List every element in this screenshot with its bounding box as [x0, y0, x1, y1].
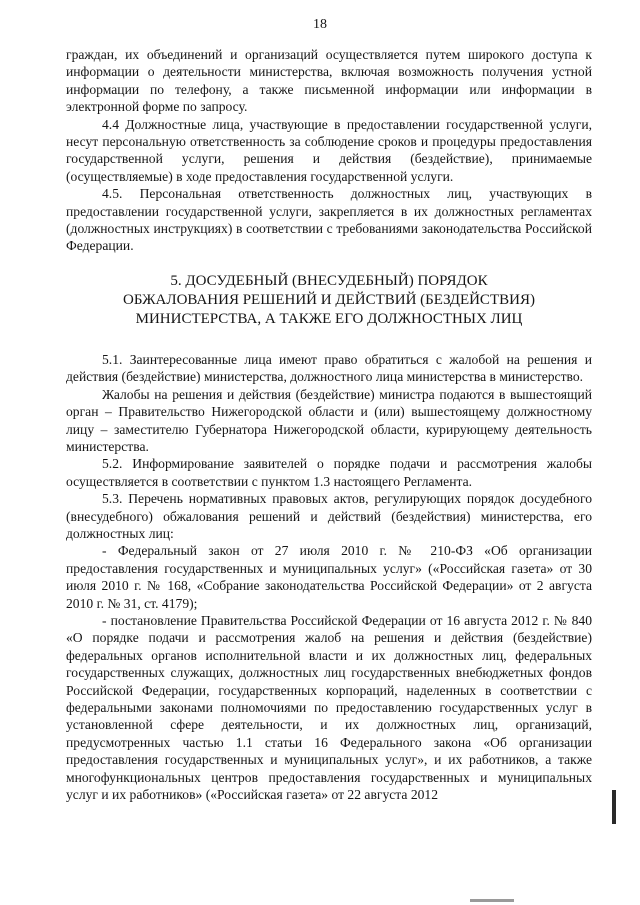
- paragraph: 5.3. Перечень нормативных правовых актов, регулирующих порядок досудебного (внесудебного) обжалования решений и действий (бездействия) министерства, его должностных лиц:: [66, 491, 592, 541]
- scan-artifact-dot: [470, 899, 514, 902]
- document-body: [66, 46, 592, 803]
- paragraph: - постановление Правительства Российской Федерации от 16 августа 2012 г. № 840 «О порядке подачи и рассмотрения жалоб на решения и действия (бездействие) федеральных органов исполнительной власти и их должностных лиц, федеральных государственных служащих, должностных лиц государственных внебюджетных фондов Российской Федерации, государственных корпораций, наделенных в соответствии с федеральными законами полномочиями по предоставлению государственных услуг в установленной сфере деятельности, и их должностных лиц, организаций, предусмотренных частью 1.1 статьи 16 Федерального закона «Об организации предоставления государственных и муниципальных услуг», и их работников, а также многофункциональных центров предоставления государственных и муниципальных услуг и их работников» («Российская газета» от 22 августа 2012: [66, 612, 592, 803]
- section-heading-line-1: 5. ДОСУДЕБНЫЙ (ВНЕСУДЕБНЫЙ) ПОРЯДОК: [170, 272, 488, 289]
- paragraphs-top: [66, 46, 592, 255]
- page-number: 18: [313, 17, 327, 32]
- paragraph: 5.1. Заинтересованные лица имеют право обратиться с жалобой на решения и действия (бездействие) министерства, должностного лица министерства в министерство.: [66, 351, 592, 385]
- scan-artifact-mark: [612, 790, 616, 824]
- paragraph: 4.5. Персональная ответственность должностных лиц, участвующих в предоставлении государственной услуги, закрепляется в их должностных регламентах (должностных инструкциях) в соответствии с требованиями законодательства Российской Федерации.: [66, 186, 592, 254]
- section-heading: [66, 272, 592, 329]
- paragraph: 4.4 Должностные лица, участвующие в предоставлении государственной услуги, несут персональную ответственность за соблюдение сроков и процедуры предоставления государственной услуги, решения и действия (бездействие), принимаемые (осуществляемые) в ходе предоставления государственной услуги.: [66, 116, 592, 184]
- section-heading-line-2: ОБЖАЛОВАНИЯ РЕШЕНИЙ И ДЕЙСТВИЙ (БЕЗДЕЙСТВИЯ): [123, 291, 535, 308]
- paragraph: Жалобы на решения и действия (бездействие) министра подаются в вышестоящий орган – Правительство Нижегородской области и (или) вышестоящему должностному лицу – заместителю Губернатора Нижегородской области, курирующему деятельность министерства.: [66, 386, 592, 454]
- paragraphs-bottom: [66, 351, 592, 804]
- paragraph: 5.2. Информирование заявителей о порядке подачи и рассмотрения жалобы осуществляется в соответствии с пунктом 1.3 настоящего Регламента.: [66, 456, 592, 489]
- section-heading-line-3: МИНИСТЕРСТВА, А ТАКЖЕ ЕГО ДОЛЖНОСТНЫХ ЛИЦ: [135, 310, 523, 327]
- paragraph: - Федеральный закон от 27 июля 2010 г. № 210-ФЗ «Об организации предоставления государственных и муниципальных услуг» («Российская газета» от 30 июля 2010 г. № 168, «Собрание законодательства Российской Федерации» от 2 августа 2010 г. № 31, ст. 4179);: [66, 543, 592, 611]
- paragraph: граждан, их объединений и организаций осуществляется путем широкого доступа к информации о деятельности министерства, включая возможность получения устной информации по телефону, а также письменной информации или информации в электронной форме по запросу.: [66, 47, 592, 115]
